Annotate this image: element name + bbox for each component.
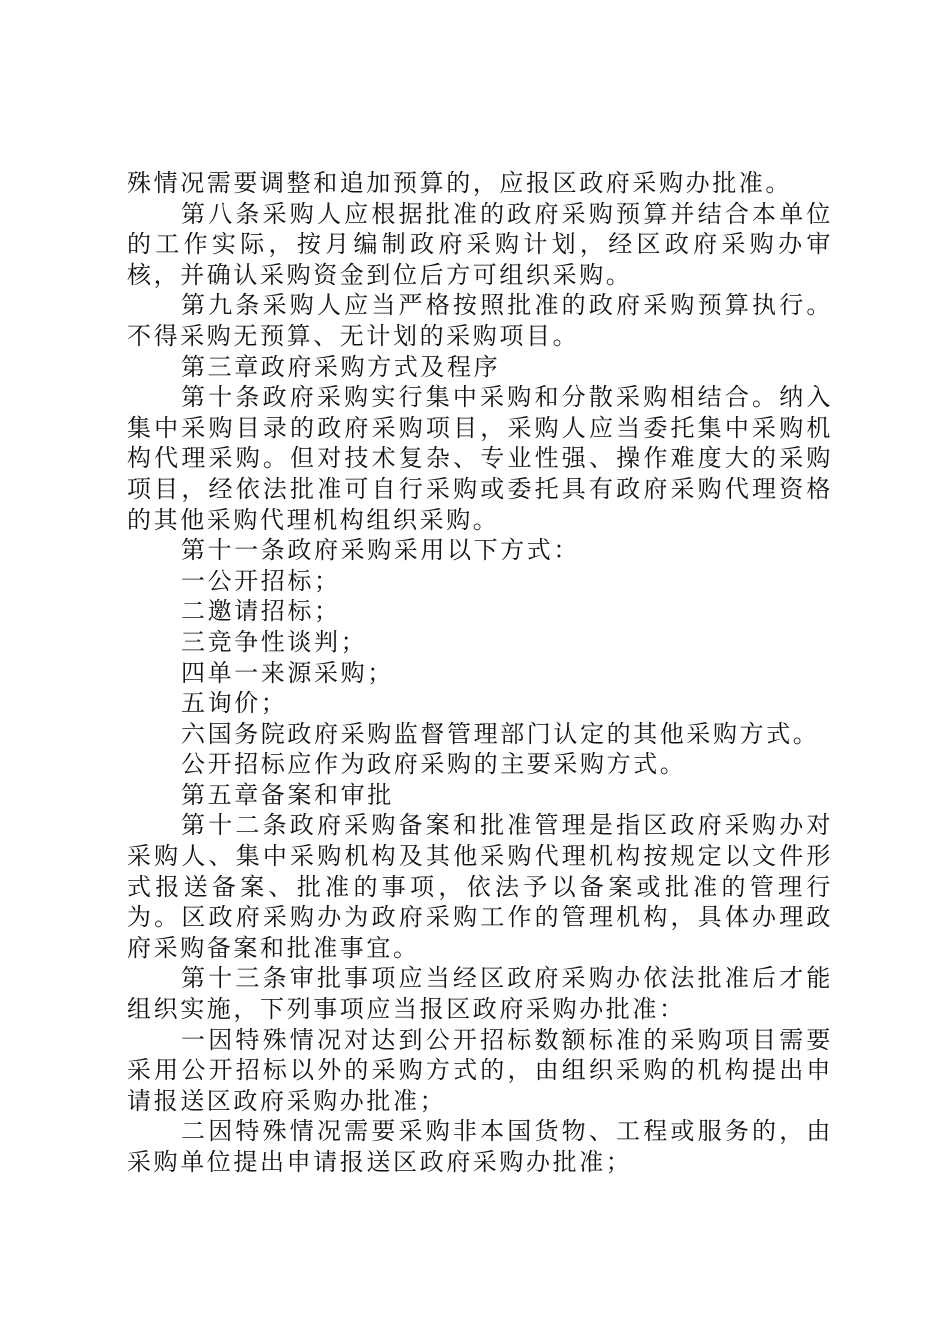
- article-13-item-1: 一因特殊情况对达到公开招标数额标准的采购项目需要采用公开招标以外的采购方式的，由组织采购的机构提出申请报送区政府采购办批准；: [127, 1025, 833, 1115]
- list-item-competitive-negotiation: 三竞争性谈判；: [181, 627, 368, 656]
- list-item-open-tender: 一公开招标；: [181, 566, 341, 595]
- list-item-single-source: 四单一来源采购；: [181, 658, 394, 687]
- list-item-other-methods: 六国务院政府采购监督管理部门认定的其他采购方式。: [181, 719, 820, 748]
- article-13: 第十三条审批事项应当经区政府采购办依法批准后才能组织实施，下列事项应当报区政府采购办批准：: [127, 964, 833, 1024]
- list-item-invited-tender: 二邀请招标；: [181, 597, 341, 626]
- chapter-3-heading: 第三章政府采购方式及程序: [181, 352, 501, 381]
- article-13-item-2: 二因特殊情况需要采购非本国货物、工程或服务的，由采购单位提出申请报送区政府采购办批准；: [127, 1117, 833, 1176]
- article-12: 第十二条政府采购备案和批准管理是指区政府采购办对采购人、集中采购机构及其他采购代理机构按规定以文件形式报送备案、批准的事项，依法予以备案或批准的管理行为。区政府采购办为政府采购工作的管理机构，具体办理政府采购备案和批准事宜。: [127, 811, 833, 962]
- article-8: 第八条采购人应根据批准的政府采购预算并结合本单位的工作实际，按月编制政府采购计划，经区政府采购办审核，并确认采购资金到位后方可组织采购。: [127, 199, 833, 289]
- article-9: 第九条采购人应当严格按照批准的政府采购预算执行。不得采购无预算、无计划的采购项目。: [127, 291, 833, 350]
- list-item-main-method-note: 公开招标应作为政府采购的主要采购方式。: [181, 750, 687, 779]
- list-item-inquiry: 五询价；: [181, 689, 288, 718]
- document-body: [127, 168, 833, 1178]
- paragraph-continuation: 殊情况需要调整和追加预算的，应报区政府采购办批准。: [127, 169, 792, 197]
- chapter-5-heading: 第五章备案和审批: [181, 780, 394, 809]
- article-11: 第十一条政府采购采用以下方式：: [181, 536, 580, 565]
- article-10: 第十条政府采购实行集中采购和分散采购相结合。纳入集中采购目录的政府采购项目，采购人应当委托集中采购机构代理采购。但对技术复杂、专业性强、操作难度大的采购项目，经依法批准可自行采购或委托具有政府采购代理资格的其他采购代理机构组织采购。: [127, 383, 833, 534]
